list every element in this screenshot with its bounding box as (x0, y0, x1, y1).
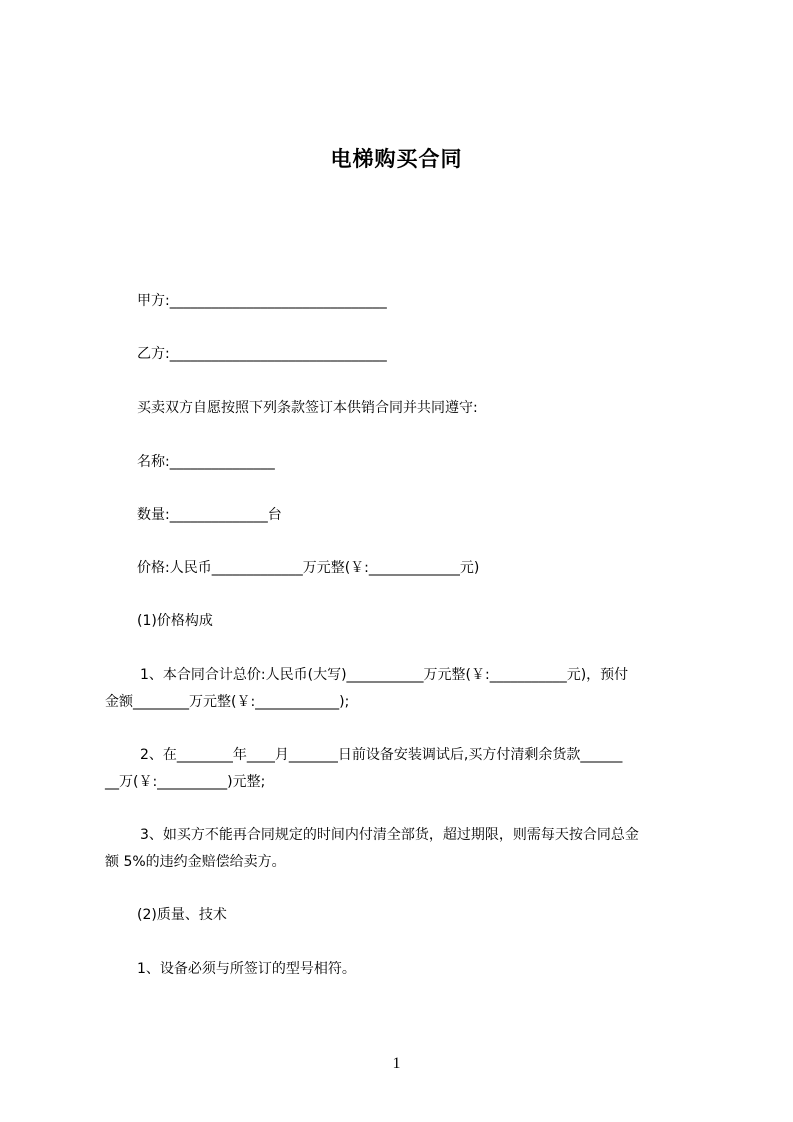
section-1-item-1-line-2: 金额________万元整(￥:____________); (105, 694, 350, 710)
section-1-title: (1)价格构成 (137, 613, 213, 629)
section-1-item-1-line-1: 1、本合同合计总价:人民币(大写)___________万元整(￥:___________元)，预付 (140, 667, 629, 683)
section-2-title: (2)质量、技术 (137, 907, 227, 923)
section-1-item-2-line-1: 2、在________年____月_______日前设备安装调试后,买方付清剩余货款______ (140, 747, 623, 763)
document-title: 电梯购买合同 (330, 147, 463, 171)
name-line: 名称:_______________ (137, 454, 275, 470)
section-1-item-3-line-1: 3、如买方不能再合同规定的时间内付清全部货，超过期限，则需每天按合同总金 (140, 827, 639, 843)
page-number: 1 (392, 1055, 401, 1072)
party-b-line: 乙方:_______________________________ (137, 346, 387, 362)
price-line: 价格:人民币_____________万元整(￥:_____________元) (137, 560, 480, 576)
quantity-line: 数量:______________台 (137, 507, 282, 523)
section-1-item-2-line-2: __万(￥:__________)元整; (105, 774, 266, 790)
section-2-item-1: 1、设备必须与所签订的型号相符。 (137, 961, 356, 977)
party-a-line: 甲方:_______________________________ (137, 293, 387, 309)
section-1-item-3-line-2: 额 5%的违约金赔偿给卖方。 (105, 854, 286, 870)
intro-paragraph: 买卖双方自愿按照下列条款签订本供销合同并共同遵守: (137, 400, 478, 416)
